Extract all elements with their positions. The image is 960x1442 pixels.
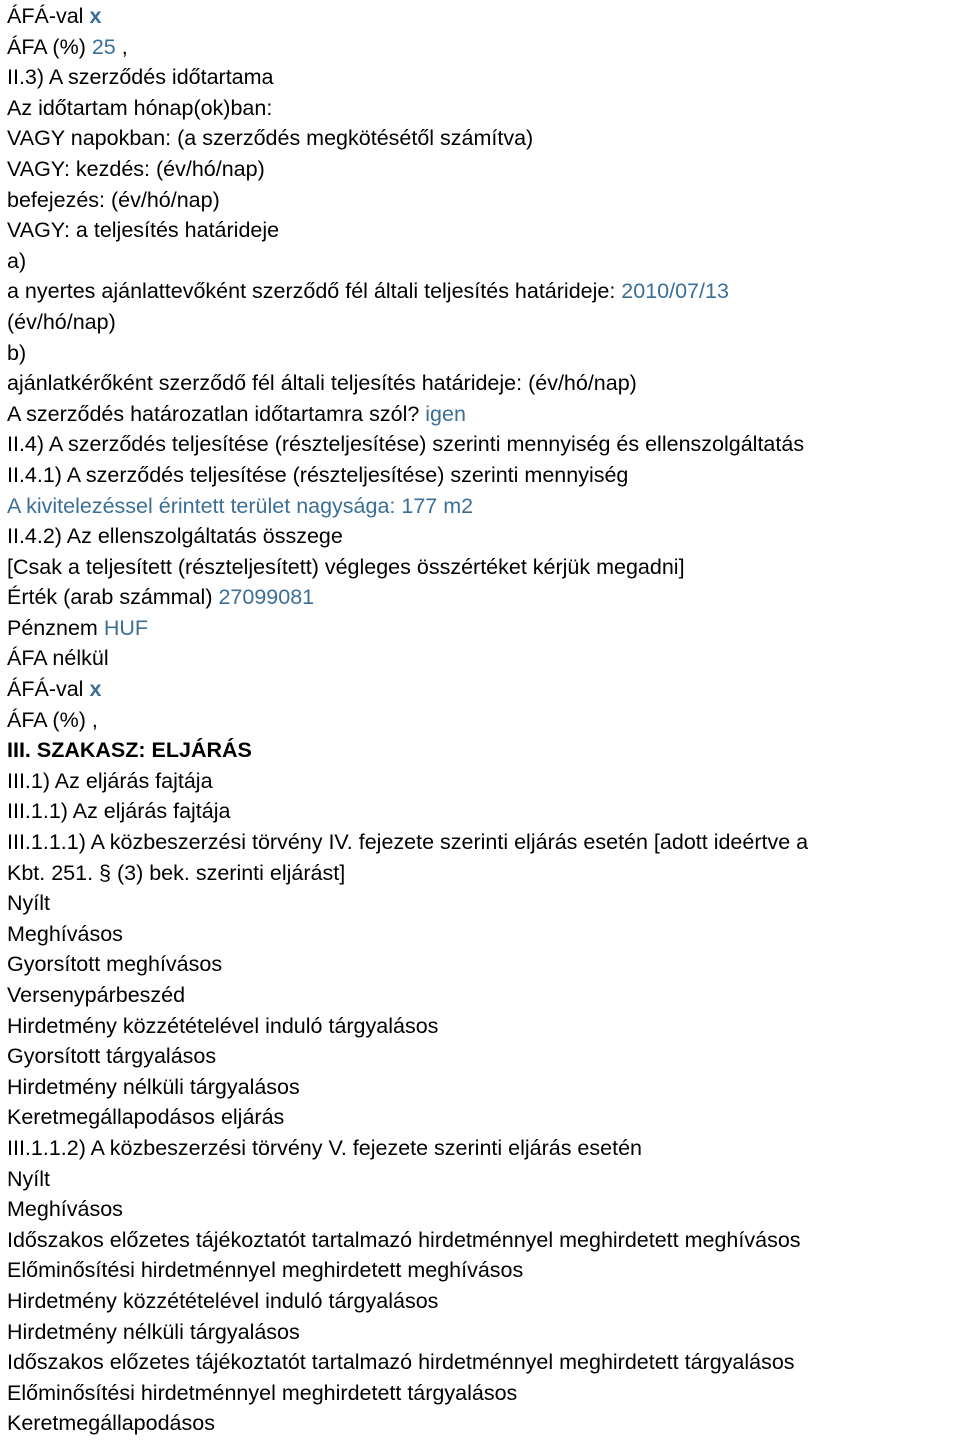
document-line [7,1255,960,1286]
document-line [7,1286,960,1317]
document-line [7,62,960,93]
line-text: Nyílt [7,891,50,916]
line-text: Nyílt [7,1166,50,1191]
document-line [7,919,960,950]
line-text: Időszakos előzetes tájékoztatót tartalmazó hirdetménnyel meghirdetett meghívásos [7,1227,801,1252]
line-text: II.3) A szerződés időtartama [7,65,274,90]
document-line [7,1133,960,1164]
line-text: Gyorsított meghívásos [7,952,223,977]
line-text: VAGY napokban: (a szerződés megkötésétől számítva) [7,126,534,151]
line-text: Hirdetmény nélküli tárgyalásos [7,1074,300,1099]
document-line [7,1011,960,1042]
document-line [7,1,960,32]
document-line [7,521,960,552]
line-text: (év/hó/nap) [7,309,116,334]
document-line [7,215,960,246]
document-line [7,93,960,124]
document-line [7,1194,960,1225]
document-line [7,766,960,797]
document-line [7,307,960,338]
line-text: Gyorsított tárgyalásos [7,1044,217,1069]
line-text: III.1) Az eljárás fajtája [7,768,213,793]
document-line [7,185,960,216]
document-line [7,552,960,583]
line-text: Hirdetmény közzétételével induló tárgyalásos [7,1013,439,1038]
document-line [7,735,960,766]
field-value: A kivitelezéssel érintett terület nagysága: 177 m2 [7,493,474,518]
line-text: II.4) A szerződés teljesítése (részteljesítése) szerinti mennyiség és ellenszolgáltatás [7,432,805,457]
line-text: Versenypárbeszéd [7,983,186,1007]
line-text: ajánlatkérőként szerződő fél általi teljesítés határideje: (év/hó/nap) [7,371,637,396]
document-line [7,276,960,307]
line-text: a nyertes ajánlattevőként szerződő fél általi teljesítés határideje: [7,279,622,304]
document-line [7,1041,960,1072]
document-line [7,1072,960,1103]
document-line [7,949,960,980]
document-line [7,980,960,1011]
document-line [7,582,960,613]
document-line [7,1378,960,1409]
line-text: VAGY: a teljesítés határideje [7,218,280,243]
line-text: , [115,34,128,59]
field-value: 25 [91,34,116,59]
document-line [7,888,960,919]
line-text: Előminősítési hirdetménnyel meghirdetett tárgyalásos [7,1380,518,1405]
line-text: Érték (arab számmal) [7,585,219,610]
document-line [7,827,960,858]
document-line [7,399,960,430]
line-text: ÁFA (%) , [7,707,98,732]
line-text: A szerződés határozatlan időtartamra szól? [7,401,426,426]
line-text: Keretmegállapodásos [7,1411,215,1436]
line-text: Meghívásos [7,921,123,946]
field-value: igen [425,401,466,426]
field-value: 27099081 [218,585,315,610]
document-line [7,1408,960,1439]
document-page [0,1,960,1439]
line-text: ÁFA nélkül [7,646,109,671]
line-text: befejezés: (év/hó/nap) [7,187,220,212]
document-line [7,1102,960,1133]
field-value: 2010/07/13 [621,279,729,304]
line-text: Keretmegállapodásos eljárás [7,1105,285,1130]
line-text: ÁFÁ-val [7,4,90,28]
line-text: III.1.1.1) A közbeszerzési törvény IV. fejezete szerinti eljárás esetén [adott ideértve a [7,830,809,855]
field-value: HUF [103,615,148,640]
field-value: x [89,677,102,702]
line-text: a) [7,248,27,273]
document-line [7,491,960,522]
line-text: Kbt. 251. § (3) bek. szerinti eljárást] [7,860,346,885]
line-text: Hirdetmény közzétételével induló tárgyalásos [7,1288,439,1313]
line-text: Meghívásos [7,1197,123,1222]
document-line [7,1225,960,1256]
document-line [7,246,960,277]
document-line [7,32,960,63]
document-line [7,674,960,705]
section-heading: III. SZAKASZ: ELJÁRÁS [7,738,252,763]
document-line [7,154,960,185]
field-value: x [89,4,102,28]
line-text: Pénznem [7,615,104,640]
line-text: II.4.2) Az ellenszolgáltatás összege [7,524,343,549]
document-line [7,338,960,369]
line-text: ÁFA (%) [7,34,92,59]
document-line [7,643,960,674]
document-line [7,705,960,736]
line-text: b) [7,340,27,365]
line-text: III.1.1.2) A közbeszerzési törvény V. fejezete szerinti eljárás esetén [7,1135,642,1160]
line-text: Időszakos előzetes tájékoztatót tartalmazó hirdetménnyel meghirdetett tárgyalásos [7,1350,795,1375]
document-line [7,1347,960,1378]
line-text: ÁFÁ-val [7,677,90,702]
line-text: Hirdetmény nélküli tárgyalásos [7,1319,300,1344]
document-line [7,460,960,491]
document-line [7,123,960,154]
document-line [7,858,960,889]
document-line [7,1317,960,1348]
line-text: VAGY: kezdés: (év/hó/nap) [7,156,265,181]
document-line [7,796,960,827]
document-line [7,368,960,399]
document-line [7,429,960,460]
line-text: III.1.1) Az eljárás fajtája [7,799,231,824]
document-line [7,613,960,644]
line-text: [Csak a teljesített (részteljesített) végleges összértéket kérjük megadni] [7,554,685,579]
document-line [7,1164,960,1195]
line-text: Az időtartam hónap(ok)ban: [7,95,273,120]
line-text: Előminősítési hirdetménnyel meghirdetett meghívásos [7,1258,524,1283]
line-text: II.4.1) A szerződés teljesítése (részteljesítése) szerinti mennyiség [7,462,629,487]
